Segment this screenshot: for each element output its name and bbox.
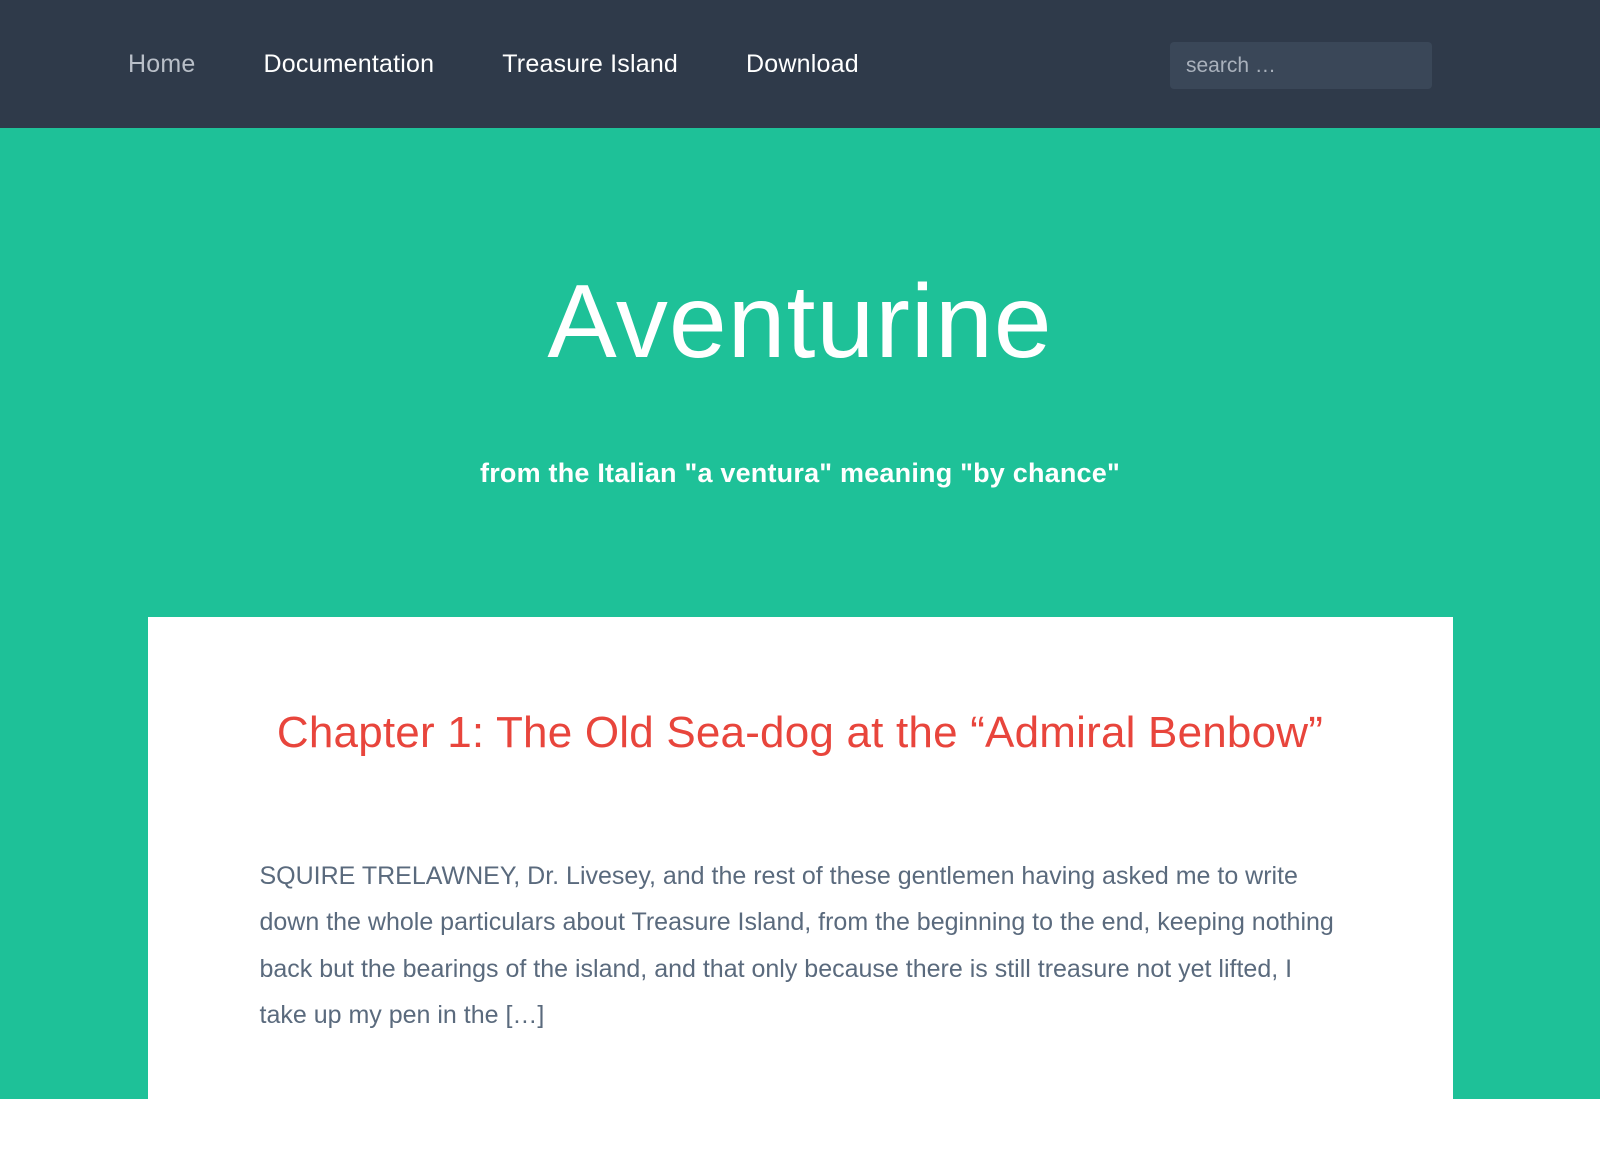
search-input[interactable] <box>1170 42 1432 89</box>
content-area <box>0 617 1600 1099</box>
search-container <box>1170 42 1432 89</box>
nav-item-home[interactable]: Home <box>128 49 196 78</box>
site-title: Aventurine <box>547 264 1053 380</box>
top-navigation-bar <box>0 0 1600 128</box>
post-excerpt: SQUIRE TRELAWNEY, Dr. Livesey, and the rest of these gentlemen having asked me to write down the whole particulars about Treasure Island, from the beginning to the end, keeping nothing back but the bearings of the island, and that only because there is still treasure not yet lifted, I take up my pen in the […] <box>259 861 1334 1030</box>
post-card <box>148 617 1453 1099</box>
site-tagline: from the Italian "a ventura" meaning "by chance" <box>480 458 1120 488</box>
nav-item-treasure-island[interactable]: Treasure Island <box>502 49 679 78</box>
hero-banner <box>0 128 1600 617</box>
nav-item-documentation[interactable]: Documentation <box>263 49 435 78</box>
nav-item-download[interactable]: Download <box>746 49 859 78</box>
primary-nav <box>128 50 927 79</box>
post-title[interactable]: Chapter 1: The Old Sea-dog at the “Admiral Benbow” <box>276 708 1324 757</box>
